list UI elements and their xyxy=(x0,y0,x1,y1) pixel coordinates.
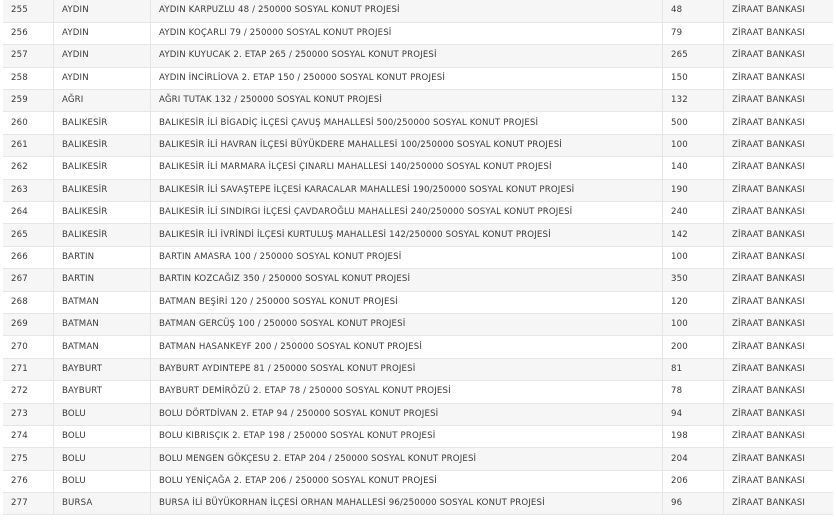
city-cell: BOLU xyxy=(54,403,151,425)
city-cell: AYDIN xyxy=(54,67,151,89)
bank-cell: ZİRAAT BANKASI xyxy=(724,134,834,156)
housing-count-cell: 206 xyxy=(663,470,724,492)
bank-cell: ZİRAAT BANKASI xyxy=(724,313,834,335)
project-name-cell: BOLU KIBRISÇIK 2. ETAP 198 / 250000 SOSYAL KONUT PROJESİ xyxy=(151,425,663,447)
city-cell: BOLU xyxy=(54,425,151,447)
row-number-cell: 268 xyxy=(3,291,54,313)
project-name-cell: BALIKESİR İLİ SAVAŞTEPE İLÇESİ KARACALAR MAHALLESİ 190/250000 SOSYAL KONUT PROJESİ xyxy=(151,179,663,201)
row-number-cell: 262 xyxy=(3,157,54,179)
housing-count-cell: 78 xyxy=(663,381,724,403)
city-cell: BALIKESİR xyxy=(54,202,151,224)
row-number-cell: 260 xyxy=(3,112,54,134)
row-number-cell: 273 xyxy=(3,403,54,425)
housing-count-cell: 200 xyxy=(663,336,724,358)
city-cell: BAYBURT xyxy=(54,381,151,403)
table-body xyxy=(3,0,833,515)
row-number-cell: 275 xyxy=(3,448,54,470)
project-name-cell: BALIKESİR İLİ MARMARA İLÇESİ ÇINARLI MAHALLESİ 140/250000 SOSYAL KONUT PROJESİ xyxy=(151,157,663,179)
table-row xyxy=(3,313,833,335)
project-name-cell: BARTIN AMASRA 100 / 250000 SOSYAL KONUT PROJESİ xyxy=(151,246,663,268)
table-row xyxy=(3,425,833,447)
bank-cell: ZİRAAT BANKASI xyxy=(724,112,834,134)
city-cell: AYDIN xyxy=(54,22,151,44)
row-number-cell: 267 xyxy=(3,269,54,291)
housing-count-cell: 132 xyxy=(663,90,724,112)
housing-count-cell: 96 xyxy=(663,493,724,515)
row-number-cell: 255 xyxy=(3,0,54,22)
row-number-cell: 257 xyxy=(3,45,54,67)
project-name-cell: BOLU MENGEN GÖKÇESU 2. ETAP 204 / 250000 SOSYAL KONUT PROJESİ xyxy=(151,448,663,470)
bank-cell: ZİRAAT BANKASI xyxy=(724,493,834,515)
table-row xyxy=(3,269,833,291)
project-name-cell: BATMAN HASANKEYF 200 / 250000 SOSYAL KONUT PROJESİ xyxy=(151,336,663,358)
row-number-cell: 271 xyxy=(3,358,54,380)
project-name-cell: AYDIN KUYUCAK 2. ETAP 265 / 250000 SOSYAL KONUT PROJESİ xyxy=(151,45,663,67)
housing-count-cell: 204 xyxy=(663,448,724,470)
bank-cell: ZİRAAT BANKASI xyxy=(724,202,834,224)
housing-count-cell: 79 xyxy=(663,22,724,44)
city-cell: BALIKESİR xyxy=(54,112,151,134)
project-name-cell: BALIKESİR İLİ İVRİNDİ İLÇESİ KURTULUŞ MAHALLESİ 142/250000 SOSYAL KONUT PROJESİ xyxy=(151,224,663,246)
city-cell: AYDIN xyxy=(54,0,151,22)
housing-count-cell: 190 xyxy=(663,179,724,201)
bank-cell: ZİRAAT BANKASI xyxy=(724,67,834,89)
table-row xyxy=(3,22,833,44)
row-number-cell: 272 xyxy=(3,381,54,403)
city-cell: BAYBURT xyxy=(54,358,151,380)
housing-count-cell: 240 xyxy=(663,202,724,224)
project-name-cell: BALIKESİR İLİ SINDIRGI İLÇESİ ÇAVDAROĞLU MAHALLESİ 240/250000 SOSYAL KONUT PROJESİ xyxy=(151,202,663,224)
row-number-cell: 276 xyxy=(3,470,54,492)
row-number-cell: 256 xyxy=(3,22,54,44)
table-row xyxy=(3,157,833,179)
table-row xyxy=(3,358,833,380)
row-number-cell: 270 xyxy=(3,336,54,358)
housing-count-cell: 140 xyxy=(663,157,724,179)
table-row xyxy=(3,336,833,358)
table-row xyxy=(3,45,833,67)
table-row xyxy=(3,90,833,112)
row-number-cell: 266 xyxy=(3,246,54,268)
bank-cell: ZİRAAT BANKASI xyxy=(724,0,834,22)
housing-count-cell: 100 xyxy=(663,134,724,156)
housing-count-cell: 94 xyxy=(663,403,724,425)
table-row xyxy=(3,470,833,492)
table-row xyxy=(3,493,833,515)
project-name-cell: AYDIN KOÇARLI 79 / 250000 SOSYAL KONUT PROJESİ xyxy=(151,22,663,44)
row-number-cell: 261 xyxy=(3,134,54,156)
bank-cell: ZİRAAT BANKASI xyxy=(724,358,834,380)
city-cell: BARTIN xyxy=(54,269,151,291)
housing-count-cell: 350 xyxy=(663,269,724,291)
table-row xyxy=(3,381,833,403)
housing-count-cell: 142 xyxy=(663,224,724,246)
row-number-cell: 264 xyxy=(3,202,54,224)
project-name-cell: BATMAN BEŞİRİ 120 / 250000 SOSYAL KONUT PROJESİ xyxy=(151,291,663,313)
city-cell: AYDIN xyxy=(54,45,151,67)
row-number-cell: 263 xyxy=(3,179,54,201)
bank-cell: ZİRAAT BANKASI xyxy=(724,269,834,291)
bank-cell: ZİRAAT BANKASI xyxy=(724,224,834,246)
project-name-cell: BOLU DÖRTDİVAN 2. ETAP 94 / 250000 SOSYAL KONUT PROJESİ xyxy=(151,403,663,425)
housing-count-cell: 198 xyxy=(663,425,724,447)
project-name-cell: AĞRI TUTAK 132 / 250000 SOSYAL KONUT PROJESİ xyxy=(151,90,663,112)
bank-cell: ZİRAAT BANKASI xyxy=(724,470,834,492)
table-row xyxy=(3,403,833,425)
bank-cell: ZİRAAT BANKASI xyxy=(724,381,834,403)
project-name-cell: AYDIN İNCİRLİOVA 2. ETAP 150 / 250000 SOSYAL KONUT PROJESİ xyxy=(151,67,663,89)
row-number-cell: 265 xyxy=(3,224,54,246)
project-name-cell: BAYBURT DEMİRÖZÜ 2. ETAP 78 / 250000 SOSYAL KONUT PROJESİ xyxy=(151,381,663,403)
project-name-cell: BURSA İLİ BÜYÜKORHAN İLÇESİ ORHAN MAHALLESİ 96/250000 SOSYAL KONUT PROJESİ xyxy=(151,493,663,515)
table-row xyxy=(3,134,833,156)
project-name-cell: BAYBURT AYDINTEPE 81 / 250000 SOSYAL KONUT PROJESİ xyxy=(151,358,663,380)
row-number-cell: 258 xyxy=(3,67,54,89)
housing-count-cell: 100 xyxy=(663,313,724,335)
bank-cell: ZİRAAT BANKASI xyxy=(724,403,834,425)
city-cell: BARTIN xyxy=(54,246,151,268)
city-cell: BATMAN xyxy=(54,336,151,358)
housing-count-cell: 48 xyxy=(663,0,724,22)
project-name-cell: BATMAN GERCÜŞ 100 / 250000 SOSYAL KONUT PROJESİ xyxy=(151,313,663,335)
city-cell: BALIKESİR xyxy=(54,157,151,179)
housing-count-cell: 150 xyxy=(663,67,724,89)
housing-count-cell: 265 xyxy=(663,45,724,67)
bank-cell: ZİRAAT BANKASI xyxy=(724,291,834,313)
project-name-cell: BALIKESİR İLİ BİGADİÇ İLÇESİ ÇAVUŞ MAHALLESİ 500/250000 SOSYAL KONUT PROJESİ xyxy=(151,112,663,134)
bank-cell: ZİRAAT BANKASI xyxy=(724,22,834,44)
housing-count-cell: 500 xyxy=(663,112,724,134)
city-cell: BURSA xyxy=(54,493,151,515)
row-number-cell: 274 xyxy=(3,425,54,447)
city-cell: BOLU xyxy=(54,470,151,492)
bank-cell: ZİRAAT BANKASI xyxy=(724,448,834,470)
bank-cell: ZİRAAT BANKASI xyxy=(724,45,834,67)
table-row xyxy=(3,202,833,224)
city-cell: BATMAN xyxy=(54,291,151,313)
table-row xyxy=(3,179,833,201)
row-number-cell: 259 xyxy=(3,90,54,112)
bank-cell: ZİRAAT BANKASI xyxy=(724,246,834,268)
table-row xyxy=(3,0,833,22)
project-name-cell: BALIKESİR İLİ HAVRAN İLÇESİ BÜYÜKDERE MAHALLESİ 100/250000 SOSYAL KONUT PROJESİ xyxy=(151,134,663,156)
project-name-cell: AYDIN KARPUZLU 48 / 250000 SOSYAL KONUT PROJESİ xyxy=(151,0,663,22)
row-number-cell: 269 xyxy=(3,313,54,335)
city-cell: BALIKESİR xyxy=(54,224,151,246)
city-cell: BALIKESİR xyxy=(54,179,151,201)
projects-table xyxy=(3,0,833,515)
city-cell: BALIKESİR xyxy=(54,134,151,156)
bank-cell: ZİRAAT BANKASI xyxy=(724,425,834,447)
housing-count-cell: 120 xyxy=(663,291,724,313)
bank-cell: ZİRAAT BANKASI xyxy=(724,157,834,179)
city-cell: BOLU xyxy=(54,448,151,470)
table-row xyxy=(3,246,833,268)
table-row xyxy=(3,112,833,134)
project-name-cell: BARTIN KOZCAĞIZ 350 / 250000 SOSYAL KONUT PROJESİ xyxy=(151,269,663,291)
housing-count-cell: 100 xyxy=(663,246,724,268)
bank-cell: ZİRAAT BANKASI xyxy=(724,90,834,112)
table-row xyxy=(3,224,833,246)
bank-cell: ZİRAAT BANKASI xyxy=(724,179,834,201)
project-name-cell: BOLU YENİÇAĞA 2. ETAP 206 / 250000 SOSYAL KONUT PROJESİ xyxy=(151,470,663,492)
housing-count-cell: 81 xyxy=(663,358,724,380)
table-row xyxy=(3,291,833,313)
row-number-cell: 277 xyxy=(3,493,54,515)
city-cell: AĞRI xyxy=(54,90,151,112)
bank-cell: ZİRAAT BANKASI xyxy=(724,336,834,358)
table-row xyxy=(3,67,833,89)
city-cell: BATMAN xyxy=(54,313,151,335)
table-row xyxy=(3,448,833,470)
